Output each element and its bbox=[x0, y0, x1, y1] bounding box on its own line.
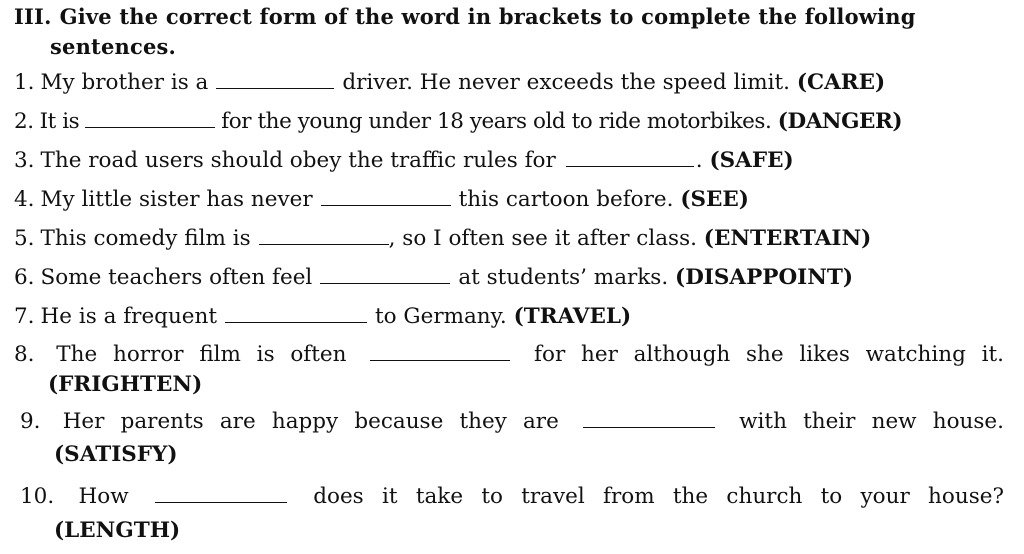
item-number: 1. bbox=[14, 70, 35, 95]
item-number: 8. bbox=[14, 342, 35, 367]
item-keyword: (CARE) bbox=[796, 70, 886, 95]
exercise-item bbox=[14, 105, 1004, 138]
item-text-before: The horror film is often bbox=[56, 342, 347, 367]
item-text-after: for her although she likes watching it. bbox=[534, 342, 1004, 367]
item-number: 4. bbox=[14, 187, 35, 212]
item-number: 5. bbox=[14, 226, 35, 251]
exercise-item bbox=[20, 480, 1004, 513]
item-text-after: for the young under 18 years old to ride motorbikes. bbox=[221, 109, 772, 134]
item-text-before: The road users should obey the traffic rules for bbox=[40, 148, 556, 173]
item-keyword: (SAFE) bbox=[709, 148, 794, 173]
item-text-after: to Germany. bbox=[375, 304, 507, 329]
answer-blank bbox=[566, 144, 694, 167]
item-text-before: Some teachers often feel bbox=[40, 265, 313, 290]
item-text-before: My brother is a bbox=[40, 70, 209, 95]
item-keyword: (DANGER) bbox=[777, 109, 903, 134]
answer-blank bbox=[216, 66, 334, 89]
item-text-before: My little sister has never bbox=[40, 187, 313, 212]
item-text-after: with their new house. bbox=[739, 409, 1004, 434]
exercise-item bbox=[14, 183, 1004, 216]
answer-blank bbox=[225, 300, 367, 323]
item-keyword: (ENTERTAIN) bbox=[703, 226, 872, 251]
item-keyword: (FRIGHTEN) bbox=[48, 372, 203, 397]
exercise-item-continuation bbox=[20, 438, 1010, 471]
heading-line-2: sentences. bbox=[50, 34, 177, 59]
item-text-after: . bbox=[695, 148, 703, 173]
item-number: 7. bbox=[14, 304, 35, 329]
item-keyword: (SEE) bbox=[680, 187, 749, 212]
section-heading bbox=[14, 2, 1004, 62]
item-number: 6. bbox=[14, 265, 35, 290]
exercise-item-continuation bbox=[20, 514, 1010, 547]
item-keyword: (SATISFY) bbox=[54, 442, 178, 467]
item-text-after: at students’ marks. bbox=[458, 265, 669, 290]
answer-blank bbox=[155, 480, 287, 503]
heading-line-1: Give the correct form of the word in brackets to complete the following bbox=[59, 4, 916, 29]
exercise-item-continuation bbox=[14, 368, 1004, 401]
item-keyword: (TRAVEL) bbox=[513, 304, 632, 329]
answer-blank bbox=[85, 105, 215, 128]
exercise-item bbox=[20, 405, 1004, 438]
item-keyword: (LENGTH) bbox=[54, 518, 181, 543]
item-text-before: How bbox=[78, 484, 129, 509]
exercise-item bbox=[14, 144, 1004, 177]
item-keyword: (DISAPPOINT) bbox=[675, 265, 854, 290]
exercise-item bbox=[14, 338, 1004, 371]
answer-blank bbox=[370, 338, 510, 361]
item-text-before: Her parents are happy because they are bbox=[62, 409, 559, 434]
section-numeral: III. bbox=[14, 4, 52, 29]
item-text-after: , so I often see it after class. bbox=[388, 226, 697, 251]
answer-blank bbox=[259, 222, 389, 245]
item-text-after: this cartoon before. bbox=[458, 187, 674, 212]
exercise-item bbox=[14, 300, 1004, 333]
item-number: 10. bbox=[20, 484, 55, 509]
answer-blank bbox=[320, 261, 450, 284]
answer-blank bbox=[321, 183, 451, 206]
exercise-item bbox=[14, 222, 1004, 255]
exercise-item bbox=[14, 66, 1004, 99]
item-text-after: driver. He never exceeds the speed limit. bbox=[342, 70, 790, 95]
item-text-before: This comedy film is bbox=[40, 226, 251, 251]
item-text-after: does it take to travel from the church to your house? bbox=[313, 484, 1004, 509]
item-text-before: It is bbox=[39, 109, 80, 134]
item-number: 9. bbox=[20, 409, 41, 434]
answer-blank bbox=[583, 405, 715, 428]
item-number: 3. bbox=[14, 148, 35, 173]
exercise-item bbox=[14, 261, 1004, 294]
item-number: 2. bbox=[14, 109, 34, 134]
item-text-before: He is a frequent bbox=[40, 304, 217, 329]
